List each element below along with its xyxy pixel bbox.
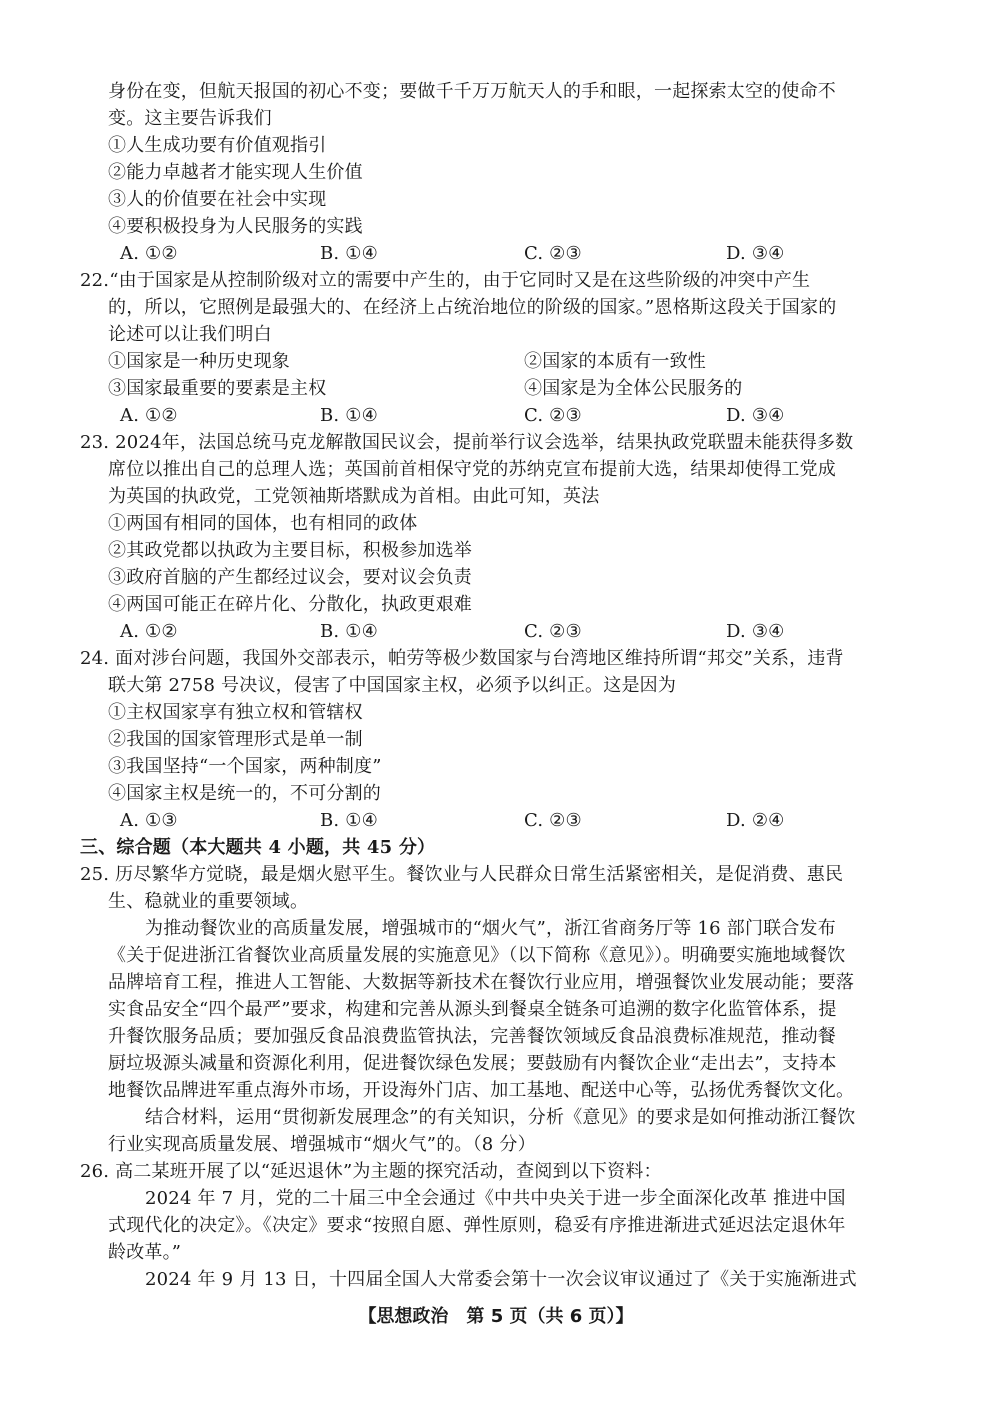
- q25-line-4: 《关于促进浙江省餐饮业高质量发展的实施意见》（以下简称《意见》）。明确要实施地域餐饮: [108, 945, 846, 966]
- q25-line-9: 地餐饮品牌进军重点海外市场，开设海外门店、加工基地、配送中心等，弘扬优秀餐饮文化。: [108, 1080, 855, 1101]
- q23-options: [0, 618, 992, 645]
- q23-item-1: ①两国有相同的国体，也有相同的政体: [108, 513, 418, 534]
- q21-item-2: ②能力卓越者才能实现人生价值: [108, 162, 363, 183]
- q21-item-4: ④要积极投身为人民服务的实践: [108, 216, 363, 237]
- q26-line-4: 龄改革。”: [108, 1242, 182, 1263]
- page-footer: 【思想政治 第 5 页（共 6 页）】: [358, 1306, 634, 1327]
- q22-option-c: C. ②③: [524, 405, 582, 426]
- q21-stem-line-1: 身份在变，但航天报国的初心不变；要做千千万万航天人的手和眼，一起探索太空的使命不: [108, 81, 836, 102]
- q24-item-1: ①主权国家享有独立权和管辖权: [108, 702, 363, 723]
- q23-item-2: ②其政党都以执政为主要目标，积极参加选举: [108, 540, 472, 561]
- section-heading: 三、综合题（本大题共 4 小题，共 45 分）: [80, 837, 436, 858]
- q23-item-3: ③政府首脑的产生都经过议会，要对议会负责: [108, 567, 472, 588]
- q25-line-6: 实食品安全“四个最严”要求，构建和完善从源头到餐桌全链条可追溯的数字化监管体系，提: [108, 999, 837, 1020]
- q21-item-3: ③人的价值要在社会中实现: [108, 189, 327, 210]
- q24-stem-line-1: 24. 面对涉台问题，我国外交部表示，帕劳等极少数国家与台湾地区维持所谓“邦交”关系，违背: [80, 648, 844, 669]
- q23-option-d: D. ③④: [726, 621, 785, 642]
- q22-option-a: A. ①②: [120, 405, 178, 426]
- q21-option-d: D. ③④: [726, 243, 785, 264]
- q23-stem-line-2: 席位以推出自己的总理人选；英国前首相保守党的苏纳克宣布提前大选，结果却使得工党成: [108, 459, 836, 480]
- q21-option-c: C. ②③: [524, 243, 582, 264]
- q25-line-1: 25. 历尽繁华方觉晓，最是烟火慰平生。餐饮业与人民群众日常生活紧密相关，是促消费、惠民: [80, 864, 844, 885]
- q24-option-a: A. ①③: [120, 810, 178, 831]
- q22-item-3: ③国家最重要的要素是主权: [108, 378, 327, 399]
- q25-line-11: 行业实现高质量发展、增强城市“烟火气”的。（8 分）: [108, 1134, 536, 1155]
- q23-option-c: C. ②③: [524, 621, 582, 642]
- q21-options: [0, 240, 992, 267]
- q25-line-8: 厨垃圾源头减量和资源化利用，促进餐饮绿色发展；要鼓励有内餐饮企业“走出去”，支持本: [108, 1053, 837, 1074]
- q25-line-3: 为推动餐饮业的高质量发展，增强城市的“烟火气”，浙江省商务厅等 16 部门联合发布: [145, 918, 836, 939]
- q22-option-d: D. ③④: [726, 405, 785, 426]
- q24-option-d: D. ②④: [726, 810, 785, 831]
- q23-option-b: B. ①④: [320, 621, 378, 642]
- q21-item-1: ①人生成功要有价值观指引: [108, 135, 327, 156]
- q25-line-5: 品牌培育工程，推进人工智能、大数据等新技术在餐饮行业应用，增强餐饮业发展动能；要落: [108, 972, 855, 993]
- q24-option-b: B. ①④: [320, 810, 378, 831]
- q23-option-a: A. ①②: [120, 621, 178, 642]
- q23-stem-line-3: 为英国的执政党，工党领袖斯塔默成为首相。由此可知，英法: [108, 486, 600, 507]
- q22-options: [0, 402, 992, 429]
- q22-item-4: ④国家是为全体公民服务的: [524, 378, 743, 399]
- q25-line-10: 结合材料，运用“贯彻新发展理念”的有关知识，分析《意见》的要求是如何推动浙江餐饮: [145, 1107, 856, 1128]
- q25-line-2: 生、稳就业的重要领域。: [108, 891, 309, 912]
- q26-line-5: 2024 年 9 月 13 日，十四届全国人大常委会第十一次会议审议通过了《关于实施渐进式: [145, 1269, 857, 1290]
- q21-stem-line-2: 变。这主要告诉我们: [108, 108, 272, 129]
- q22-stem-line-2: 的，所以，它照例是最强大的、在经济上占统治地位的阶级的国家。”恩格斯这段关于国家的: [108, 297, 837, 318]
- q24-options: [0, 807, 992, 834]
- q23-stem-line-1: 23. 2024年，法国总统马克龙解散国民议会，提前举行议会选举，结果执政党联盟未能获得多数: [80, 432, 854, 453]
- q24-item-3: ③我国坚持“一个国家，两种制度”: [108, 756, 382, 777]
- q24-option-c: C. ②③: [524, 810, 582, 831]
- q22-stem-line-3: 论述可以让我们明白: [108, 324, 272, 345]
- q26-line-1: 26. 高二某班开展了以“延迟退休”为主题的探究活动，查阅到以下资料：: [80, 1161, 662, 1182]
- q24-item-4: ④国家主权是统一的，不可分割的: [108, 783, 381, 804]
- q22-items-row-2: [0, 375, 992, 402]
- q21-option-b: B. ①④: [320, 243, 378, 264]
- q24-item-2: ②我国的国家管理形式是单一制: [108, 729, 363, 750]
- q25-line-7: 升餐饮服务品质；要加强反食品浪费监管执法，完善餐饮领域反食品浪费标准规范，推动餐: [108, 1026, 836, 1047]
- q22-item-1: ①国家是一种历史现象: [108, 351, 290, 372]
- q26-line-2: 2024 年 7 月，党的二十届三中全会通过《中共中央关于进一步全面深化改革 推进中国: [145, 1188, 846, 1209]
- q26-line-3: 式现代化的决定》。《决定》要求“按照自愿、弹性原则，稳妥有序推进渐进式延迟法定退休年: [108, 1215, 846, 1236]
- q22-item-2: ②国家的本质有一致性: [524, 351, 706, 372]
- q22-option-b: B. ①④: [320, 405, 378, 426]
- q23-item-4: ④两国可能正在碎片化、分散化，执政更艰难: [108, 594, 472, 615]
- q21-option-a: A. ①②: [120, 243, 178, 264]
- q22-items-row-1: [0, 348, 992, 375]
- q24-stem-line-2: 联大第 2758 号决议，侵害了中国国家主权，必须予以纠正。这是因为: [108, 675, 677, 696]
- q22-stem-line-1: 22.“由于国家是从控制阶级对立的需要中产生的，由于它同时又是在这些阶级的冲突中产生: [80, 270, 811, 291]
